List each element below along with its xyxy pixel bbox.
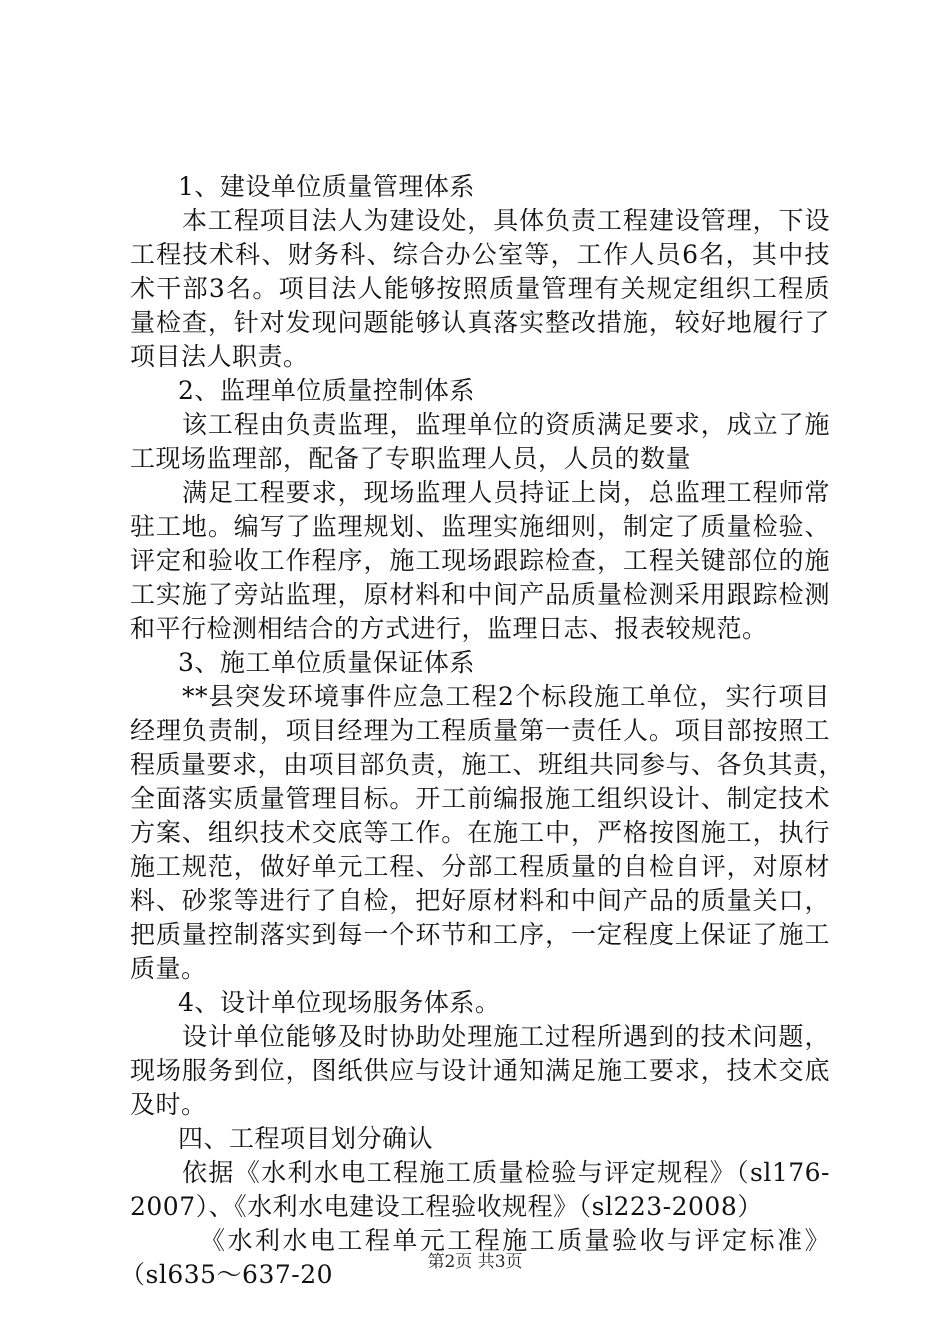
paragraph-line: 方案、组织技术交底等工作。在施工中，严格按图施工，执行 [130, 818, 830, 847]
paragraph-line: 全面落实质量管理目标。开工前编报施工组织设计、制定技术 [130, 784, 830, 813]
page-number-footer: 第2页 共3页 [427, 1252, 523, 1272]
paragraph-line: 工程技术科、财务科、综合办公室等，工作人员6名，其中技 [130, 240, 830, 269]
heading-design-unit: 4、设计单位现场服务体系。 [178, 988, 501, 1017]
paragraph-line: 术干部3名。项目法人能够按照质量管理有关规定组织工程质 [130, 274, 830, 303]
paragraph-line: 现场服务到位，图纸供应与设计通知满足施工要求，技术交底 [130, 1056, 830, 1085]
heading-project-division: 四、工程项目划分确认 [178, 1124, 434, 1153]
paragraph-line: 经理负责制，项目经理为工程质量第一责任人。项目部按照工 [130, 716, 830, 745]
paragraph-line: 料、砂浆等进行了自检，把好原材料和中间产品的质量关口， [130, 886, 830, 915]
heading-construction-unit: 1、建设单位质量管理体系 [178, 172, 475, 201]
paragraph-line: 驻工地。编写了监理规划、监理实施细则，制定了质量检验、 [130, 512, 830, 541]
paragraph-line: 评定和验收工作程序，施工现场跟踪检查，工程关键部位的施 [130, 546, 830, 575]
paragraph-line: 依据《水利水电工程施工质量检验与评定规程》（sl176- [182, 1158, 830, 1187]
paragraph-line: 本工程项目法人为建设处，具体负责工程建设管理，下设 [182, 206, 830, 235]
paragraph-line: 该工程由负责监理，监理单位的资质满足要求，成立了施 [182, 410, 830, 439]
paragraph-line: 满足工程要求，现场监理人员持证上岗，总监理工程师常 [182, 478, 830, 507]
paragraph-line: （sl635～637-20 [120, 1260, 334, 1289]
paragraph-line: 工现场监理部，配备了专职监理人员，人员的数量 [130, 444, 692, 473]
paragraph-line: 工实施了旁站监理，原材料和中间产品质量检测采用跟踪检测 [130, 580, 830, 609]
paragraph-line: 设计单位能够及时协助处理施工过程所遇到的技术问题， [182, 1022, 830, 1051]
paragraph-line: 和平行检测相结合的方式进行，监理日志、报表较规范。 [130, 614, 768, 643]
paragraph-line: **县突发环境事件应急工程2个标段施工单位，实行项目 [182, 682, 830, 711]
paragraph-line: 量检查，针对发现问题能够认真落实整改措施，较好地履行了 [130, 308, 830, 337]
paragraph-line: 项目法人职责。 [130, 342, 309, 371]
paragraph-line: 2007）、《水利水电建设工程验收规程》（sl223-2008） [130, 1192, 763, 1221]
heading-supervision-unit: 2、监理单位质量控制体系 [178, 376, 475, 405]
paragraph-line: 《水利水电工程单元工程施工质量验收与评定标准》 [200, 1226, 830, 1255]
paragraph-line: 施工规范，做好单元工程、分部工程质量的自检自评，对原材 [130, 852, 830, 881]
paragraph-line: 质量。 [130, 954, 207, 983]
paragraph-line: 及时。 [130, 1090, 207, 1119]
paragraph-line: 把质量控制落实到每一个环节和工序，一定程度上保证了施工 [130, 920, 830, 949]
heading-construction-contractor: 3、施工单位质量保证体系 [178, 648, 475, 677]
paragraph-line: 程质量要求，由项目部负责，施工、班组共同参与、各负其责， [130, 750, 845, 779]
